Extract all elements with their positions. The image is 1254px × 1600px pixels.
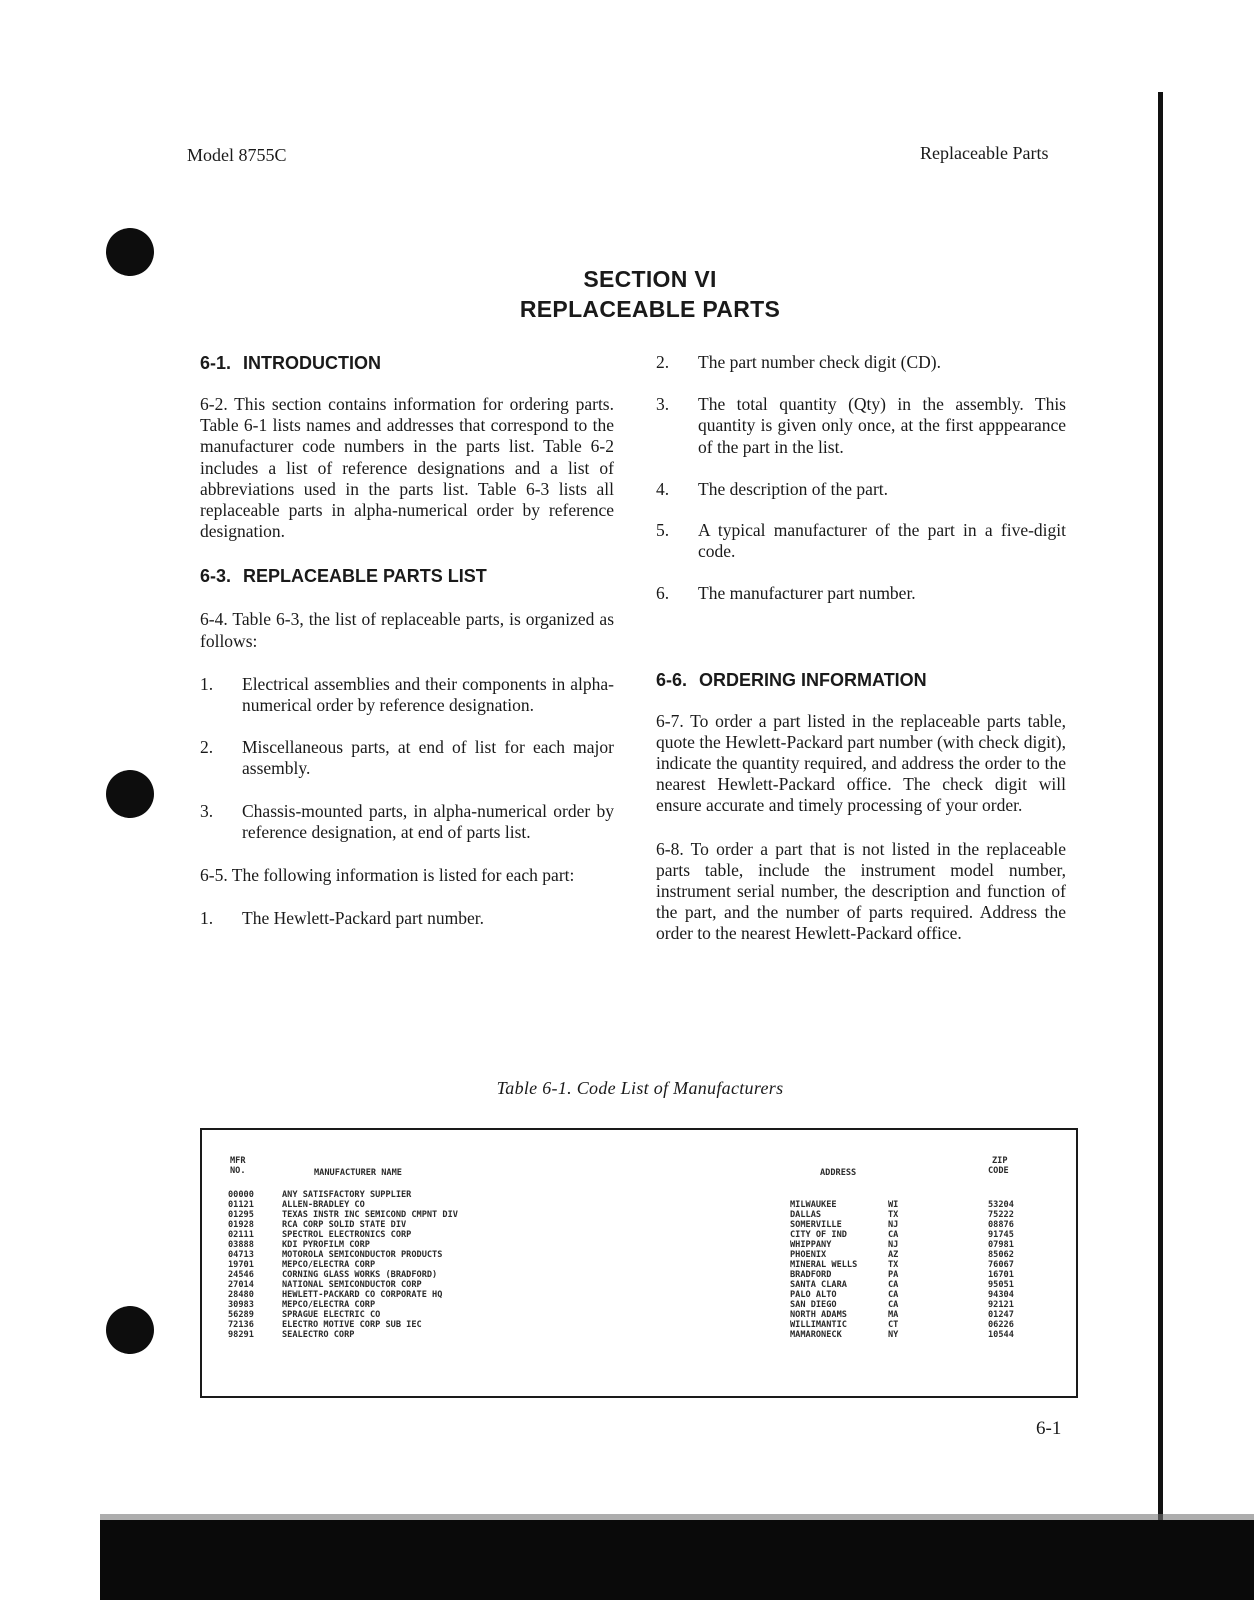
row-mfr-name: ANY SATISFACTORY SUPPLIER	[282, 1190, 412, 1200]
table-caption: Table 6-1. Code List of Manufacturers	[496, 1078, 784, 1098]
row-state: CT	[888, 1320, 899, 1330]
row-state: PA	[888, 1270, 899, 1280]
info-item-text: A typical manufacturer of the part in a five-digit code.	[698, 520, 1066, 562]
org-item-text: Electrical assemblies and their components in alpha-numerical order by reference designation.	[242, 673, 614, 716]
col-header-name: MANUFACTURER NAME	[314, 1168, 402, 1178]
row-mfr-code: 24546	[228, 1270, 254, 1280]
info-item	[200, 908, 614, 929]
info-item-number: 2.	[656, 352, 670, 372]
binder-hole-middle	[106, 770, 154, 818]
right-column	[656, 352, 1066, 945]
info-item-number: 4.	[656, 478, 670, 499]
row-state: CA	[888, 1290, 899, 1300]
org-item	[200, 674, 614, 716]
ordering-heading-title: ORDERING INFORMATION	[699, 669, 927, 690]
row-state: NY	[888, 1330, 899, 1340]
row-city: MINERAL WELLS	[790, 1260, 858, 1270]
header-model: Model 8755C	[187, 145, 287, 165]
row-state: CA	[888, 1300, 899, 1310]
intro-paragraph: 6-2. This section contains information for ordering parts. Table 6-1 lists names and addresses that correspond to the manufacturer code numbers in the parts list. Table 6-2 includes a list of reference designations and a list of abbreviations used in the parts list. Table 6-3 lists all replaceable parts in alpha-numerical order by reference designation.	[200, 394, 614, 542]
row-mfr-name: SPRAGUE ELECTRIC CO	[282, 1310, 381, 1320]
page-number: 6-1	[1036, 1418, 1062, 1439]
left-column	[200, 352, 614, 929]
info-item	[656, 394, 1066, 458]
row-mfr-name: NATIONAL SEMICONDUCTOR CORP	[282, 1280, 422, 1290]
info-item-number: 3.	[656, 394, 670, 415]
scan-bottom-bar	[100, 1520, 1254, 1600]
row-state: MA	[888, 1310, 899, 1320]
row-city: MILWAUKEE	[790, 1200, 837, 1210]
row-mfr-name: KDI PYROFILM CORP	[282, 1240, 370, 1250]
row-zip: 10544	[988, 1330, 1014, 1340]
org-item	[200, 737, 614, 779]
row-state: CA	[888, 1230, 899, 1240]
row-mfr-name: MOTOROLA SEMICONDUCTOR PRODUCTS	[282, 1250, 443, 1260]
org-item-number: 3.	[200, 800, 214, 821]
row-mfr-code: 72136	[228, 1320, 254, 1330]
intro-heading-title: INTRODUCTION	[243, 353, 382, 373]
row-state: NJ	[888, 1220, 899, 1230]
row-state: AZ	[888, 1250, 899, 1260]
row-state: CA	[888, 1280, 899, 1290]
row-mfr-code: 30983	[228, 1300, 254, 1310]
col-header-zip-line1: ZIP	[992, 1156, 1008, 1166]
ordering-paragraph-1: 6-7. To order a part listed in the replaceable parts table, quote the Hewlett-Packard part number (with check digit), indicate the quantity required, and address the order to the nearest Hewlett-Packard office. The check digit will ensure accurate and timely processing of your order.	[656, 710, 1066, 816]
section-name: REPLACEABLE PARTS	[519, 296, 781, 322]
row-mfr-code: 98291	[228, 1330, 254, 1340]
row-city: MAMARONECK	[790, 1330, 842, 1340]
row-state: NJ	[888, 1240, 899, 1250]
info-item	[656, 479, 1066, 500]
section-number: SECTION VI	[583, 266, 717, 292]
intro-heading	[200, 352, 614, 374]
row-mfr-code: 56289	[228, 1310, 254, 1320]
info-item-text: The description of the part.	[698, 478, 889, 499]
row-mfr-name: SEALECTRO CORP	[282, 1330, 355, 1340]
row-zip: 08876	[988, 1220, 1014, 1230]
info-item	[656, 520, 1066, 562]
org-item-number: 1.	[200, 673, 214, 694]
row-zip: 16701	[988, 1270, 1014, 1280]
ordering-heading	[656, 669, 1066, 691]
row-city: SAN DIEGO	[790, 1300, 837, 1310]
manufacturer-code-table	[200, 1128, 1078, 1398]
info-item-text: The Hewlett-Packard part number.	[242, 908, 484, 929]
row-zip: 06226	[988, 1320, 1014, 1330]
row-mfr-code: 27014	[228, 1280, 254, 1290]
row-mfr-name: CORNING GLASS WORKS (BRADFORD)	[282, 1270, 438, 1280]
row-zip: 07981	[988, 1240, 1014, 1250]
info-item-number: 6.	[656, 583, 670, 604]
row-mfr-name: ELECTRO MOTIVE CORP SUB IEC	[282, 1320, 422, 1330]
row-mfr-code: 01121	[228, 1200, 254, 1210]
col-header-mfr-line2: NO.	[230, 1166, 246, 1176]
row-city: WHIPPANY	[790, 1240, 832, 1250]
intro-heading-number: 6-1.	[200, 353, 232, 373]
section-title	[380, 264, 920, 324]
col-header-zip-line2: CODE	[988, 1166, 1009, 1176]
row-zip: 76067	[988, 1260, 1014, 1270]
parts-list-paragraph: 6-4. Table 6-3, the list of replaceable parts, is organized as follows:	[200, 609, 614, 651]
org-item	[200, 801, 614, 843]
row-zip: 85062	[988, 1250, 1014, 1260]
row-mfr-code: 04713	[228, 1250, 254, 1260]
row-zip: 94304	[988, 1290, 1014, 1300]
org-item-text: Chassis-mounted parts, in alpha-numerical order by reference designation, at end of parts list.	[242, 800, 614, 842]
row-city: PALO ALTO	[790, 1290, 837, 1300]
parts-list-heading	[200, 565, 614, 587]
parts-list-heading-number: 6-3.	[200, 566, 232, 587]
row-city: SANTA CLARA	[790, 1280, 847, 1290]
info-paragraph: 6-5. The following information is listed for each part:	[200, 865, 575, 886]
info-item	[656, 352, 1066, 373]
row-mfr-code: 02111	[228, 1230, 254, 1240]
row-mfr-code: 19701	[228, 1260, 254, 1270]
info-item-number: 1.	[200, 908, 214, 929]
row-mfr-name: TEXAS INSTR INC SEMICOND CMPNT DIV	[282, 1210, 458, 1220]
org-item-text: Miscellaneous parts, at end of list for each major assembly.	[242, 737, 614, 779]
info-item	[656, 583, 1066, 604]
row-mfr-code: 28480	[228, 1290, 254, 1300]
row-mfr-code: 00000	[228, 1190, 254, 1200]
row-city: PHOENIX	[790, 1250, 827, 1260]
row-zip: 01247	[988, 1310, 1014, 1320]
row-city: NORTH ADAMS	[790, 1310, 847, 1320]
ordering-paragraph-2: 6-8. To order a part that is not listed in the replaceable parts table, include the instrument model number, instrument serial number, the description and function of the part, and the number of parts required. Address the order to the nearest Hewlett-Packard office.	[656, 838, 1066, 944]
info-item-text: The part number check digit (CD).	[698, 352, 941, 372]
row-city: SOMERVILLE	[790, 1220, 842, 1230]
info-item-text: The manufacturer part number.	[698, 583, 916, 604]
col-header-address: ADDRESS	[820, 1168, 857, 1178]
row-zip: 75222	[988, 1210, 1014, 1220]
info-item-number: 5.	[656, 520, 670, 541]
row-zip: 53204	[988, 1200, 1014, 1210]
ordering-heading-number: 6-6.	[656, 669, 688, 690]
info-item-text: The total quantity (Qty) in the assembly. This quantity is given only once, at the first apppearance of the part in the list.	[698, 394, 1066, 457]
binder-hole-bottom	[106, 1306, 154, 1354]
org-item-number: 2.	[200, 737, 214, 758]
binder-hole-top	[106, 228, 154, 276]
row-zip: 92121	[988, 1300, 1014, 1310]
row-mfr-name: HEWLETT-PACKARD CO CORPORATE HQ	[282, 1290, 443, 1300]
row-mfr-name: SPECTROL ELECTRONICS CORP	[282, 1230, 412, 1240]
row-mfr-name: MEPCO/ELECTRA CORP	[282, 1260, 376, 1270]
row-state: TX	[888, 1210, 899, 1220]
row-city: CITY OF IND	[790, 1230, 847, 1240]
row-state: TX	[888, 1260, 899, 1270]
row-mfr-name: MEPCO/ELECTRA CORP	[282, 1300, 376, 1310]
row-mfr-code: 01295	[228, 1210, 254, 1220]
row-city: WILLIMANTIC	[790, 1320, 847, 1330]
row-mfr-code: 01928	[228, 1220, 254, 1230]
header-section-name: Replaceable Parts	[920, 143, 1049, 163]
row-zip: 95051	[988, 1280, 1014, 1290]
page-edge-rule	[1158, 92, 1163, 1542]
row-zip: 91745	[988, 1230, 1014, 1240]
row-mfr-name: RCA CORP SOLID STATE DIV	[282, 1220, 407, 1230]
parts-list-heading-title: REPLACEABLE PARTS LIST	[243, 566, 487, 587]
row-mfr-code: 03888	[228, 1240, 254, 1250]
row-state: WI	[888, 1200, 899, 1210]
col-header-mfr-line1: MFR	[230, 1156, 246, 1166]
row-mfr-name: ALLEN-BRADLEY CO	[282, 1200, 365, 1210]
row-city: BRADFORD	[790, 1270, 832, 1280]
row-city: DALLAS	[790, 1210, 822, 1220]
